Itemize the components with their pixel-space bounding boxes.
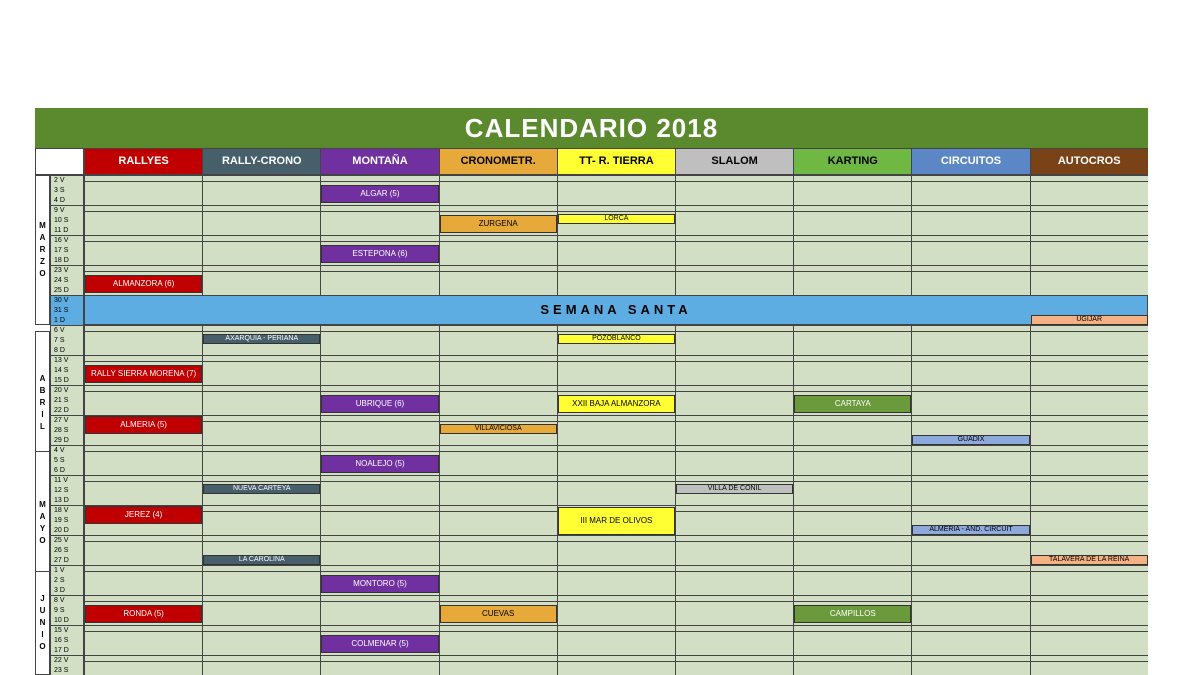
calendar-cell[interactable]	[793, 325, 912, 356]
calendar-cell[interactable]	[84, 655, 203, 675]
calendar-cell[interactable]	[320, 475, 439, 506]
calendar-cell[interactable]	[439, 655, 558, 675]
calendar-cell[interactable]	[439, 355, 558, 386]
week-days-14	[50, 595, 84, 626]
calendar-cell[interactable]	[439, 475, 558, 506]
calendar-cell[interactable]	[911, 655, 1030, 675]
month-letter: A	[39, 374, 46, 383]
calendar-cell[interactable]	[84, 325, 203, 356]
calendar-cell[interactable]	[84, 445, 203, 476]
calendar-cell[interactable]	[202, 565, 321, 596]
event-ronda-5-[interactable]: RONDA (5)	[85, 605, 202, 623]
calendar-cell[interactable]	[202, 625, 321, 656]
event-cartaya[interactable]: CARTAYA	[794, 395, 911, 413]
calendar-cell[interactable]	[911, 265, 1030, 296]
calendar-cell[interactable]	[320, 265, 439, 296]
calendar-cell[interactable]	[793, 205, 912, 236]
month-letter: O	[39, 642, 46, 651]
day-label: 22 D	[54, 407, 69, 414]
event-guadix[interactable]: GUADIX	[912, 435, 1029, 445]
day-label: 2 V	[54, 177, 65, 184]
calendar-cell[interactable]	[202, 355, 321, 386]
calendar-cell[interactable]	[84, 205, 203, 236]
calendar-cell[interactable]	[557, 655, 676, 675]
calendar-cell[interactable]	[675, 655, 794, 675]
week-days-12	[50, 535, 84, 566]
event-pozoblanco[interactable]: POZOBLANCO	[558, 334, 675, 344]
calendar-cell[interactable]	[1030, 355, 1148, 386]
week-days-3	[50, 265, 84, 296]
calendar-cell[interactable]	[557, 355, 676, 386]
day-label: 21 S	[54, 397, 69, 404]
day-label: 12 S	[54, 487, 69, 494]
day-label: 27 D	[54, 557, 69, 564]
calendar-cell[interactable]	[320, 355, 439, 386]
week-days-10	[50, 475, 84, 506]
calendar-cell[interactable]	[793, 235, 912, 266]
calendar-cell[interactable]	[557, 235, 676, 266]
event-villa-de-conil[interactable]: VILLA DE CONIL	[676, 484, 793, 494]
calendar-cell[interactable]	[439, 505, 558, 536]
week-days-4	[50, 295, 84, 326]
month-letter: L	[40, 422, 45, 431]
event-rally-sierra-morena-7-[interactable]: RALLY SIERRA MORENA (7)	[85, 365, 202, 383]
calendar-cell[interactable]	[1030, 325, 1148, 356]
calendar-cell[interactable]	[439, 325, 558, 356]
calendar-cell[interactable]	[1030, 505, 1148, 536]
calendar-cell[interactable]	[439, 535, 558, 566]
calendar-cell[interactable]	[202, 445, 321, 476]
day-label: 3 S	[54, 187, 65, 194]
week-days-6	[50, 355, 84, 386]
event-villaviciosa[interactable]: VILLAVICIOSA	[440, 424, 557, 434]
day-label: 26 S	[54, 547, 69, 554]
month-label-3	[35, 571, 50, 675]
calendar-cell[interactable]	[793, 445, 912, 476]
calendar-cell[interactable]	[202, 235, 321, 266]
day-label: 29 D	[54, 437, 69, 444]
day-label: 27 V	[54, 417, 69, 424]
calendar-cell[interactable]	[320, 595, 439, 626]
month-letter: R	[39, 398, 46, 407]
day-label: 6 D	[54, 467, 65, 474]
day-label: 1 V	[54, 567, 65, 574]
calendar-cell[interactable]	[1030, 655, 1148, 675]
calendar-cell[interactable]	[911, 235, 1030, 266]
day-label: 4 V	[54, 447, 65, 454]
day-label: 2 S	[54, 577, 65, 584]
event-ubrique-6-[interactable]: UBRIQUE (6)	[321, 395, 438, 413]
calendar-cell[interactable]	[675, 535, 794, 566]
calendar-cell[interactable]	[675, 415, 794, 446]
day-label: 24 S	[54, 277, 69, 284]
calendar-cell[interactable]	[675, 595, 794, 626]
event-talavera-de-la-reina[interactable]: TALAVERA DE LA REINA	[1031, 555, 1148, 565]
calendar-cell[interactable]	[675, 625, 794, 656]
day-label: 9 V	[54, 207, 65, 214]
month-letter: O	[39, 536, 46, 545]
event-almeria-5-[interactable]: ALMERIA (5)	[85, 416, 202, 434]
calendar-cell[interactable]	[1030, 265, 1148, 296]
calendar-cell[interactable]	[793, 565, 912, 596]
calendar-cell[interactable]	[557, 415, 676, 446]
calendar-cell[interactable]	[84, 385, 203, 416]
week-days-7	[50, 385, 84, 416]
month-letter: A	[39, 512, 46, 521]
event-jerez-4-[interactable]: JEREZ (4)	[85, 506, 202, 524]
calendar-cell[interactable]	[1030, 445, 1148, 476]
month-letter: U	[39, 606, 46, 615]
day-label: 18 V	[54, 507, 69, 514]
calendar-cell[interactable]	[911, 475, 1030, 506]
calendar-cell[interactable]	[557, 535, 676, 566]
calendar-cell[interactable]	[793, 415, 912, 446]
event-noalejo-5-[interactable]: NOALEJO (5)	[321, 455, 438, 473]
calendar-cell[interactable]	[793, 655, 912, 675]
calendar-cell[interactable]	[1030, 625, 1148, 656]
calendar-cell[interactable]	[793, 265, 912, 296]
calendar-cell[interactable]	[84, 625, 203, 656]
event-lorca[interactable]: LORCA	[558, 214, 675, 224]
calendar-cell[interactable]	[793, 475, 912, 506]
column-header-circuitos: CIRCUITOS	[911, 148, 1030, 175]
event-almeria-and-circuit[interactable]: ALMERIA - AND. CIRCUIT	[912, 525, 1029, 535]
calendar-cell[interactable]	[911, 595, 1030, 626]
week-days-2	[50, 235, 84, 266]
month-label-0	[35, 175, 50, 325]
calendar-cell[interactable]	[911, 625, 1030, 656]
day-label: 31 S	[54, 307, 69, 314]
calendar-cell[interactable]	[320, 415, 439, 446]
day-label: 1 D	[54, 317, 65, 324]
column-header-rally-crono: RALLY-CRONO	[202, 148, 321, 175]
calendar-cell[interactable]	[675, 565, 794, 596]
month-letter: Z	[40, 257, 45, 266]
month-letter: Y	[39, 524, 46, 533]
column-header-cronometr-: CRONOMETR.	[439, 148, 558, 175]
calendar-cell[interactable]	[202, 505, 321, 536]
week-days-16	[50, 655, 84, 675]
day-label: 23 V	[54, 267, 69, 274]
calendar-cell[interactable]	[557, 625, 676, 656]
calendar-cell[interactable]	[675, 235, 794, 266]
calendar-cell[interactable]	[911, 175, 1030, 206]
calendar-cell[interactable]	[84, 565, 203, 596]
day-label: 7 S	[54, 337, 65, 344]
calendar-cell[interactable]	[911, 355, 1030, 386]
calendar-cell[interactable]	[675, 355, 794, 386]
calendar-cell[interactable]	[793, 505, 912, 536]
day-label: 9 S	[54, 607, 65, 614]
month-letter: N	[39, 618, 46, 627]
event-xxii-baja-almanzora[interactable]: XXII BAJA ALMANZORA	[558, 395, 675, 413]
calendar-cell[interactable]	[911, 445, 1030, 476]
calendar-cell[interactable]	[202, 205, 321, 236]
calendar-cell[interactable]	[557, 595, 676, 626]
calendar-cell[interactable]	[439, 235, 558, 266]
day-label: 8 V	[54, 597, 65, 604]
day-label: 13 D	[54, 497, 69, 504]
event-la-carolina[interactable]: LA CAROLINA	[203, 555, 320, 565]
day-label: 11 V	[54, 477, 68, 484]
calendar-cell[interactable]	[911, 205, 1030, 236]
day-label: 30 V	[54, 297, 69, 304]
day-label: 17 D	[54, 647, 69, 654]
column-header-karting: KARTING	[793, 148, 912, 175]
event-algar-5-[interactable]: ALGAR (5)	[321, 185, 438, 203]
event-zurgena[interactable]: ZURGENA	[440, 215, 557, 233]
day-label: 10 S	[54, 217, 69, 224]
month-letter: I	[41, 630, 44, 639]
day-label: 16 S	[54, 637, 69, 644]
calendar-cell[interactable]	[675, 445, 794, 476]
event-colmenar-5-[interactable]: COLMENAR (5)	[321, 635, 438, 653]
calendar-cell[interactable]	[557, 265, 676, 296]
month-letter: I	[41, 410, 44, 419]
page-title: CALENDARIO 2018	[35, 108, 1148, 148]
calendar-cell[interactable]	[793, 355, 912, 386]
month-letter: O	[39, 269, 46, 278]
calendar-cell[interactable]	[911, 535, 1030, 566]
day-label: 25 D	[54, 287, 69, 294]
day-label: 8 D	[54, 347, 65, 354]
calendar-cell[interactable]	[1030, 205, 1148, 236]
day-label: 6 V	[54, 327, 65, 334]
event-ugijar[interactable]: UGIJAR	[1031, 315, 1148, 325]
calendar-cell[interactable]	[439, 625, 558, 656]
day-label: 20 D	[54, 527, 69, 534]
day-label: 22 V	[54, 657, 69, 664]
event-cuevas[interactable]: CUEVAS	[440, 605, 557, 623]
week-days-0	[50, 175, 84, 206]
column-header-rallyes: RALLYES	[84, 148, 203, 175]
calendar-cell[interactable]	[202, 265, 321, 296]
day-label: 17 S	[54, 247, 69, 254]
calendar-cell[interactable]	[675, 385, 794, 416]
calendar-cell[interactable]	[320, 655, 439, 675]
month-letter: A	[39, 233, 46, 242]
column-header-tt-r-tierra: TT- R. TIERRA	[557, 148, 676, 175]
calendar-cell[interactable]	[793, 625, 912, 656]
calendar-cell[interactable]	[911, 325, 1030, 356]
event-almanzora-6-[interactable]: ALMANZORA (6)	[85, 275, 202, 293]
calendar-cell[interactable]	[1030, 385, 1148, 416]
month-letter: B	[39, 386, 46, 395]
event-estepona-6-[interactable]: ESTEPONA (6)	[321, 245, 438, 263]
calendar-cell[interactable]	[320, 505, 439, 536]
week-days-8	[50, 415, 84, 446]
calendar-cell[interactable]	[675, 505, 794, 536]
calendar-cell[interactable]	[320, 325, 439, 356]
calendar-cell[interactable]	[793, 535, 912, 566]
calendar-cell[interactable]	[911, 385, 1030, 416]
column-header-monta-a: MONTAÑA	[320, 148, 439, 175]
month-letter: J	[40, 594, 45, 603]
week-days-13	[50, 565, 84, 596]
calendar-cell[interactable]	[439, 445, 558, 476]
calendar-cell[interactable]	[911, 565, 1030, 596]
event-campillos[interactable]: CAMPILLOS	[794, 605, 911, 623]
calendar-cell[interactable]	[1030, 475, 1148, 506]
month-letter: M	[39, 500, 46, 509]
day-label: 10 D	[54, 617, 69, 624]
day-label: 4 D	[54, 197, 65, 204]
calendar-cell[interactable]	[84, 535, 203, 566]
column-header-slalom: SLALOM	[675, 148, 794, 175]
calendar-cell[interactable]	[675, 265, 794, 296]
day-label: 25 V	[54, 537, 69, 544]
day-label: 13 V	[54, 357, 69, 364]
header-corner	[35, 148, 84, 175]
day-label: 15 V	[54, 627, 69, 634]
calendar-cell[interactable]	[1030, 175, 1148, 206]
calendar-cell[interactable]	[1030, 415, 1148, 446]
calendar-cell[interactable]	[793, 175, 912, 206]
event-iii-mar-de-olivos[interactable]: III MAR DE OLIVOS	[558, 507, 675, 535]
calendar-cell[interactable]	[557, 565, 676, 596]
calendar-cell[interactable]	[202, 385, 321, 416]
day-label: 16 V	[54, 237, 69, 244]
week-days-1	[50, 205, 84, 236]
calendar-cell[interactable]	[202, 655, 321, 675]
event-nueva-carteya[interactable]: NUEVA CARTEYA	[203, 484, 320, 494]
calendar-cell[interactable]	[320, 535, 439, 566]
calendar-cell[interactable]	[557, 445, 676, 476]
semana-santa-banner: SEMANA SANTA	[84, 295, 1148, 325]
day-label: 5 S	[54, 457, 65, 464]
calendar-cell[interactable]	[439, 565, 558, 596]
calendar-cell[interactable]	[439, 265, 558, 296]
calendar-cell[interactable]	[557, 475, 676, 506]
month-letter: M	[39, 221, 46, 230]
calendar-cell[interactable]	[84, 475, 203, 506]
calendar-cell[interactable]	[439, 175, 558, 206]
month-letter: R	[39, 245, 46, 254]
calendar-cell[interactable]	[675, 325, 794, 356]
calendar-cell[interactable]	[84, 175, 203, 206]
day-label: 3 D	[54, 587, 65, 594]
day-label: 14 S	[54, 367, 69, 374]
calendar-cell[interactable]	[557, 175, 676, 206]
calendar-cell[interactable]	[1030, 235, 1148, 266]
calendar-cell[interactable]	[675, 175, 794, 206]
day-label: 23 S	[54, 667, 69, 674]
calendar-cell[interactable]	[202, 175, 321, 206]
calendar-cell[interactable]	[439, 385, 558, 416]
calendar-cell[interactable]	[202, 595, 321, 626]
week-days-5	[50, 325, 84, 356]
day-label: 20 V	[54, 387, 69, 394]
day-label: 15 D	[54, 377, 69, 384]
week-days-15	[50, 625, 84, 656]
day-label: 18 D	[54, 257, 69, 264]
calendar-cell[interactable]	[1030, 565, 1148, 596]
calendar-cell[interactable]	[84, 235, 203, 266]
day-label: 11 D	[54, 227, 69, 234]
week-days-9	[50, 445, 84, 476]
calendar-cell[interactable]	[320, 205, 439, 236]
calendar-cell[interactable]	[675, 205, 794, 236]
calendar-cell[interactable]	[202, 415, 321, 446]
column-header-autocros: AUTOCROS	[1030, 148, 1148, 175]
calendar-cell[interactable]	[1030, 595, 1148, 626]
calendar-sheet	[35, 108, 1148, 675]
day-label: 19 S	[54, 517, 69, 524]
week-days-11	[50, 505, 84, 536]
event-axarquia-periana[interactable]: AXARQUIA - PERIANA	[203, 334, 320, 344]
day-label: 28 S	[54, 427, 69, 434]
event-montoro-5-[interactable]: MONTORO (5)	[321, 575, 438, 593]
